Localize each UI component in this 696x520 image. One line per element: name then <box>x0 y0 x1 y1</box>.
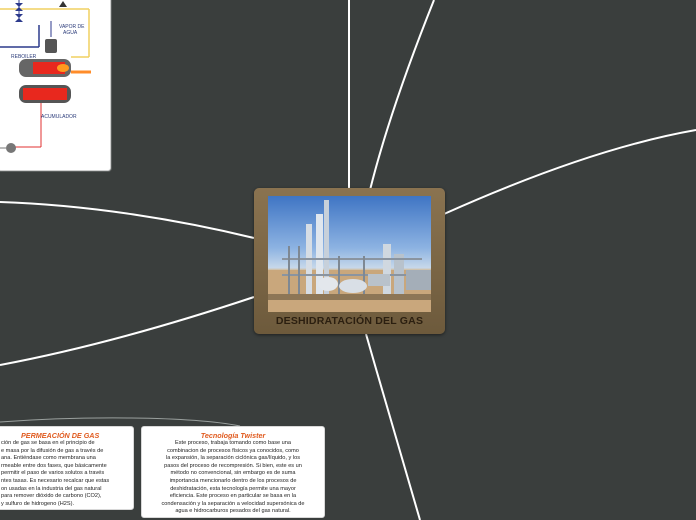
twister-body: Este proceso, trabaja tomando como base una combinacion de procesos físicos ya conocidos, como la expansión, la separación ciclónica gas/líquido, y los pasos del proceso de recompresión. Si bien, este es un método no convencional, sin embargo es de suma importancia mencionarlo dentro de los procesos de deshidratación, esta tecnología permite una mayor eficiencia. Este proceso en particular se basa en la condensación y la separación a velocidad supersónica de agua e hidrocarburos pesados del gas natural. <box>161 440 305 515</box>
permeation-body: ción de gas se basa en el principio de e masa por la difusión de gas a través de ana. Entiéndase como membrana una rmeable entre dos fases, que básicamente permitir el paso de varios solutos a través ntes tasas. Es necesario recalcar que estas on usadas en la industria del gas natural para remover dióxido de carbono (CO2), y sulfuro de hidrogeno (H2S). <box>1 440 110 507</box>
central-topic-node[interactable] <box>254 188 445 334</box>
gas-plant-image <box>268 196 431 312</box>
pump-icon <box>6 143 16 153</box>
connector-left-lower <box>0 297 254 365</box>
vapor-label-2: AGUA <box>63 30 78 36</box>
connector-right <box>444 130 696 214</box>
central-topic-title: DESHIDRATACIÓN DEL GAS <box>275 315 424 327</box>
twister-title: Tecnología Twister <box>200 431 266 440</box>
valve-icon <box>15 14 23 18</box>
connector-left-upper <box>0 202 254 238</box>
connector-bottom-left <box>0 418 240 426</box>
vapor-label: VAPOR DE <box>59 24 85 30</box>
accumulator-label: ACUMULADOR <box>41 114 77 120</box>
connector-bottom <box>366 334 420 520</box>
reboiler-diagram <box>0 0 110 170</box>
valve-icon <box>15 3 23 7</box>
dehydration-diagram-card[interactable] <box>0 0 111 171</box>
twister-card[interactable] <box>141 426 325 518</box>
permeation-title: PERMEACIÓN DE GAS <box>21 431 100 440</box>
reboiler-label: REBOILER <box>11 54 37 60</box>
permeation-card[interactable] <box>0 426 134 510</box>
gas-plant-photo-icon <box>268 196 431 312</box>
connector-top-right <box>370 0 434 190</box>
